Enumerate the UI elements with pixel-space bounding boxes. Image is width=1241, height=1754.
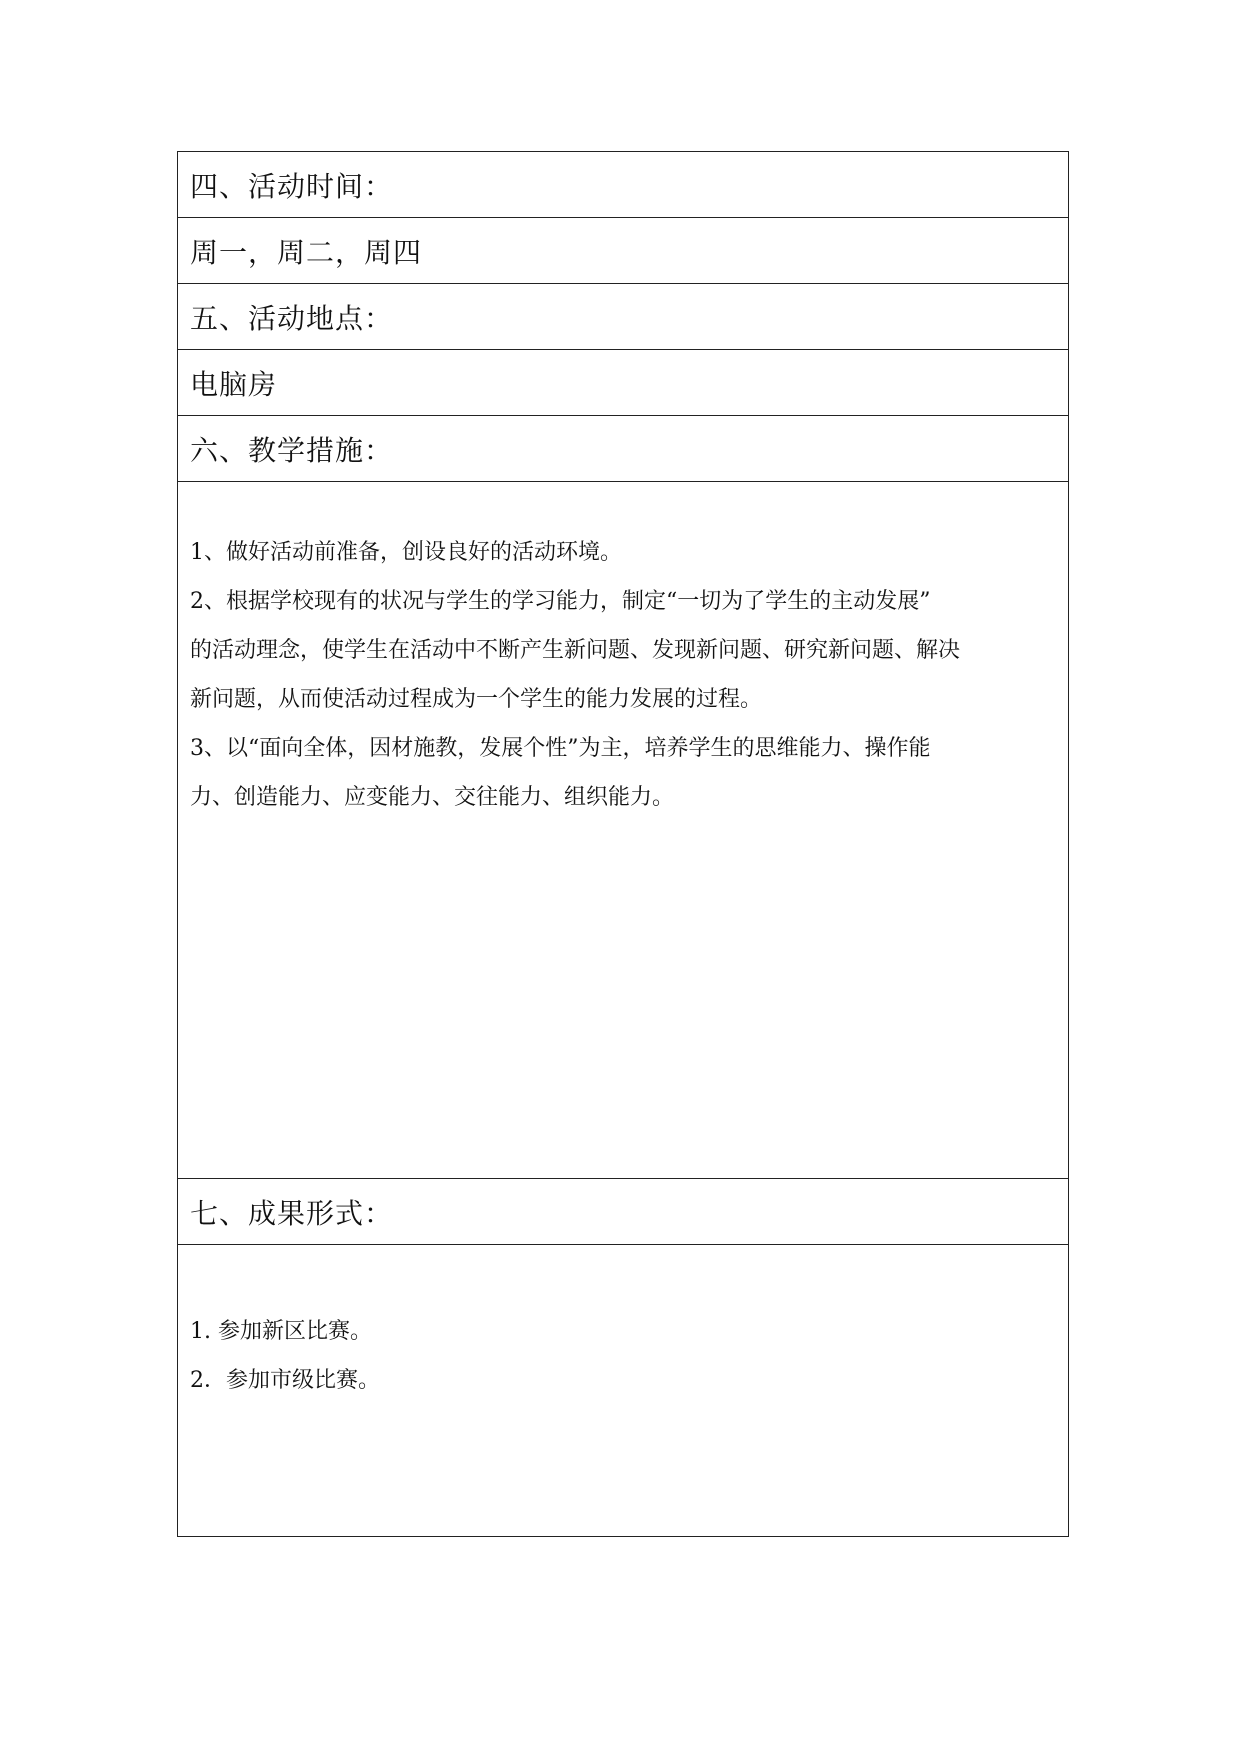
time-heading-row — [178, 152, 1068, 218]
activity-plan-table — [177, 151, 1069, 1537]
outcomes-paragraphs — [190, 1245, 1058, 1405]
outcomes-line: 2．参加市级比赛。 — [190, 1368, 380, 1393]
measures-line: 力、创造能力、应变能力、交往能力、组织能力。 — [190, 785, 675, 810]
measures-line: 3、以“面向全体，因材施教，发展个性”为主，培养学生的思维能力、操作能 — [190, 736, 931, 761]
outcomes-heading: 七、成果形式： — [190, 1196, 394, 1230]
measures-content-cell — [178, 482, 1068, 1179]
time-heading: 四、活动时间： — [190, 169, 394, 203]
place-value: 电脑房 — [190, 367, 278, 401]
place-heading: 五、活动地点： — [190, 301, 394, 335]
measures-line: 2、根据学校现有的状况与学生的学习能力，制定“一切为了学生的主动发展” — [190, 589, 931, 614]
outcomes-line: 1. 参加新区比赛。 — [190, 1319, 372, 1344]
time-value: 周一，周二，周四 — [190, 235, 423, 269]
place-value-row — [178, 350, 1068, 416]
measures-line: 1、做好活动前准备，创设良好的活动环境。 — [190, 540, 622, 565]
measures-line: 的活动理念，使学生在活动中不断产生新问题、发现新问题、研究新问题、解决 — [190, 638, 961, 663]
measures-line: 新问题，从而使活动过程成为一个学生的能力发展的过程。 — [190, 687, 763, 712]
outcomes-content-cell — [178, 1245, 1068, 1536]
outcomes-heading-row — [178, 1179, 1068, 1245]
measures-paragraphs — [190, 482, 1058, 822]
measures-heading: 六、教学措施： — [190, 433, 394, 467]
time-value-row — [178, 218, 1068, 284]
place-heading-row — [178, 284, 1068, 350]
measures-heading-row — [178, 416, 1068, 482]
